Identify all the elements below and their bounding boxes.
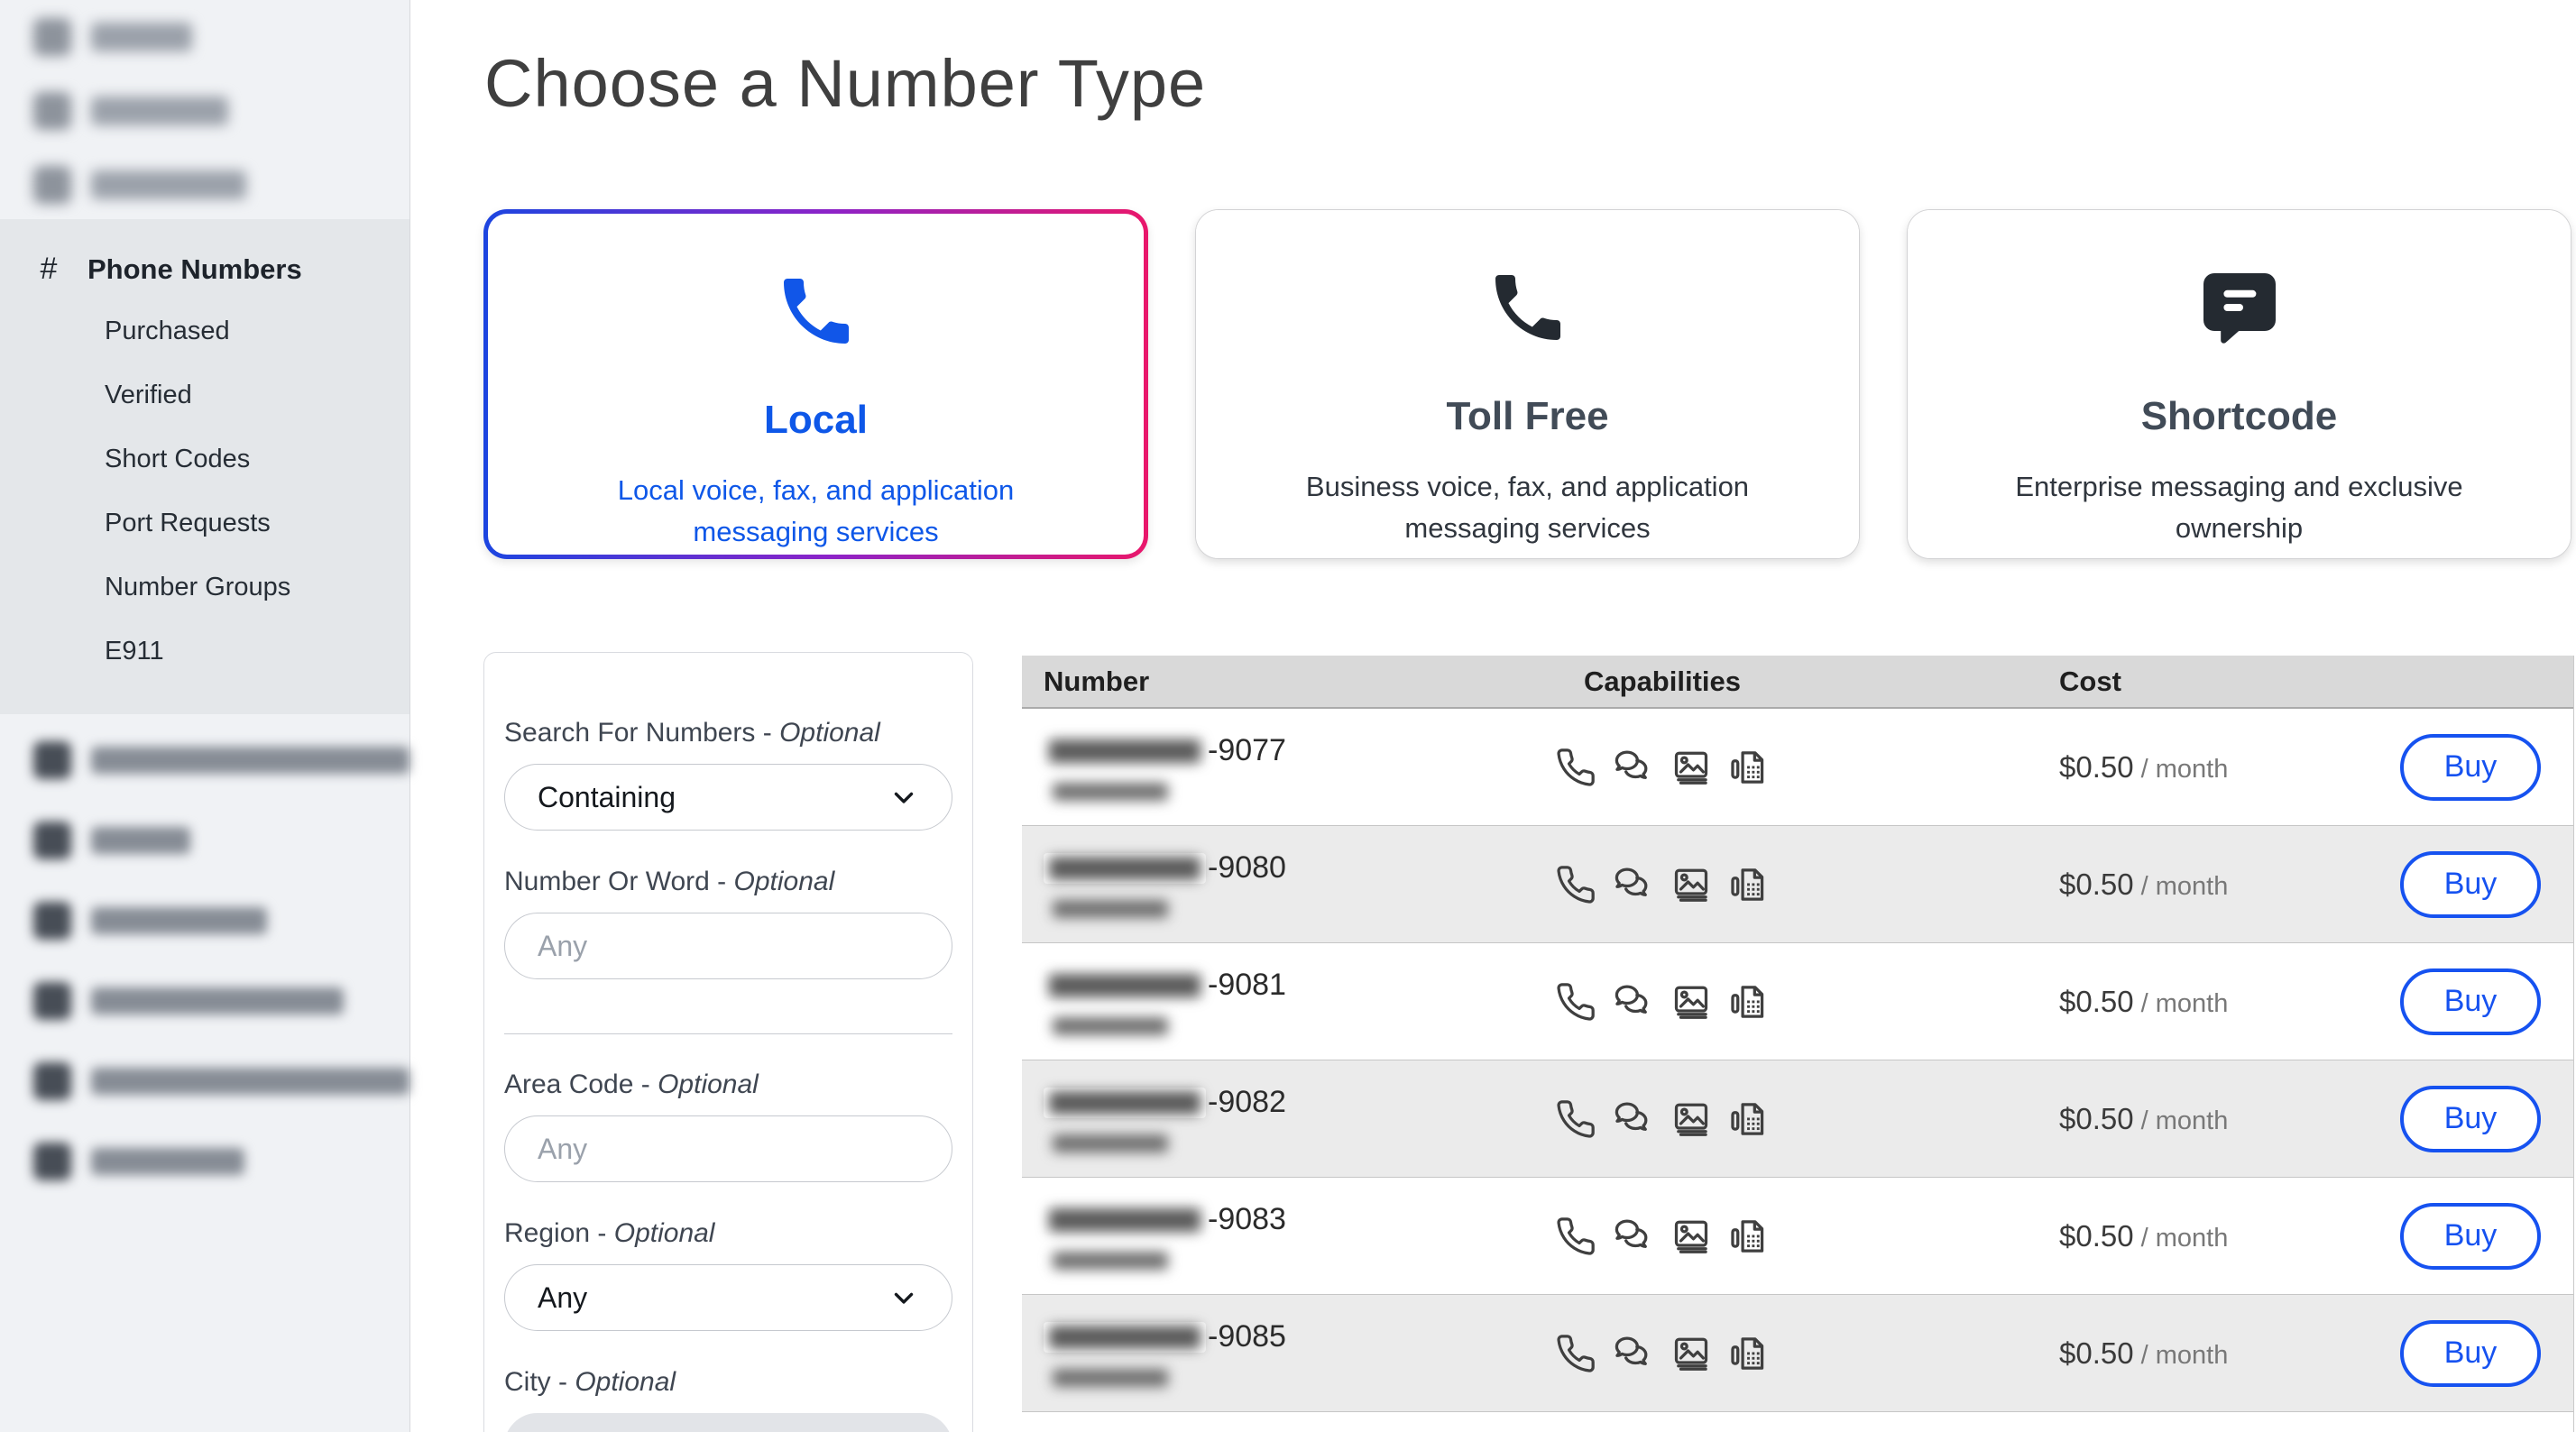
region-select[interactable]: Any (504, 1264, 952, 1331)
number-cell (1022, 1319, 1410, 1387)
redacted-icon (33, 1143, 71, 1180)
redacted-number-prefix (1044, 853, 1206, 884)
number-cell (1022, 968, 1410, 1035)
number-cell (1022, 733, 1410, 801)
sidebar-item-number-groups[interactable]: Number Groups (105, 573, 291, 601)
field-search-for-numbers (504, 718, 952, 831)
number-cell (1022, 1085, 1410, 1152)
number-cell (1022, 850, 1410, 918)
cost-cell (1915, 1102, 2367, 1136)
price-text: $0.50 (2059, 1101, 2134, 1135)
number-suffix: -9077 (1208, 733, 1286, 767)
redacted-nav-item[interactable] (33, 92, 409, 130)
phone-icon (773, 266, 860, 356)
field-label: Search For Numbers - Optional (504, 718, 880, 748)
sms-icon (1613, 1216, 1654, 1257)
number-suffix: -9081 (1208, 968, 1286, 1002)
redacted-label (91, 987, 344, 1014)
sms-icon (1613, 864, 1654, 905)
number-type-card-shortcode[interactable] (1907, 209, 2571, 559)
redacted-label (91, 1148, 244, 1175)
capabilities-cell (1410, 1333, 1915, 1374)
number-or-word-input[interactable] (505, 913, 952, 978)
redacted-nav-item[interactable] (33, 166, 409, 204)
chevron-down-icon (888, 1282, 919, 1313)
mms-icon (1670, 981, 1712, 1023)
buy-button[interactable]: Buy (2400, 968, 2541, 1035)
table-row (1022, 1178, 2573, 1295)
mms-icon (1670, 864, 1712, 905)
cost-cell (1915, 1219, 2367, 1253)
sms-icon (1613, 1333, 1654, 1374)
city-input[interactable] (505, 1414, 952, 1432)
number-suffix: -9083 (1208, 1202, 1286, 1236)
redacted-location (1053, 1017, 1168, 1035)
capabilities-cell (1410, 1216, 1915, 1257)
voice-icon (1555, 864, 1596, 905)
search-panel (483, 652, 973, 1432)
table-row (1022, 1295, 2573, 1412)
column-header-number: Number (1044, 665, 1150, 697)
number-cell (1022, 1202, 1410, 1270)
capabilities-cell (1410, 864, 1915, 905)
redacted-location (1053, 1252, 1168, 1270)
buy-button[interactable]: Buy (2400, 1086, 2541, 1152)
table-row (1022, 709, 2573, 826)
buy-button[interactable]: Buy (2400, 851, 2541, 918)
fax-icon (1728, 981, 1770, 1023)
numbers-table (1022, 656, 2574, 1432)
buy-button[interactable]: Buy (2400, 1203, 2541, 1270)
redacted-nav-item[interactable] (33, 982, 409, 1020)
mms-icon (1670, 747, 1712, 788)
column-header-cost: Cost (2059, 665, 2121, 697)
redacted-number-prefix (1044, 1088, 1206, 1118)
price-text: $0.50 (2059, 1218, 2134, 1253)
sidebar-item-e911[interactable]: E911 (105, 637, 164, 666)
redacted-nav-item[interactable] (33, 822, 409, 859)
sidebar-bottom-nav (0, 714, 409, 1180)
cost-cell (1915, 750, 2367, 785)
panel-divider (504, 1033, 952, 1034)
sidebar-top-nav (0, 0, 409, 219)
card-title-shortcode: Shortcode (2140, 394, 2338, 438)
capabilities-cell (1410, 981, 1915, 1023)
table-row (1022, 826, 2573, 943)
price-unit-text: / month (2133, 754, 2229, 784)
redacted-icon (33, 741, 71, 779)
redacted-label (91, 827, 190, 854)
redacted-label (91, 907, 267, 934)
price-unit-text: / month (2133, 871, 2229, 901)
table-header (1022, 656, 2573, 709)
price-text: $0.50 (2059, 984, 2134, 1018)
table-row (1022, 1060, 2573, 1178)
capabilities-cell (1410, 747, 1915, 788)
redacted-number-prefix (1044, 970, 1206, 1001)
field-region (504, 1218, 952, 1331)
sidebar-item-short-codes[interactable]: Short Codes (105, 445, 251, 473)
voice-icon (1555, 1216, 1596, 1257)
sms-icon (1613, 981, 1654, 1023)
fax-icon (1728, 864, 1770, 905)
card-description-local: Local voice, fax, and application messaging services (617, 474, 1015, 547)
redacted-label (91, 1068, 409, 1095)
redacted-icon (33, 982, 71, 1020)
sidebar-item-purchased[interactable]: Purchased (105, 317, 230, 345)
redacted-number-prefix (1044, 1322, 1206, 1353)
field-label: Region - Optional (504, 1218, 715, 1248)
redacted-icon (33, 1062, 71, 1100)
field-label: City - Optional (504, 1367, 676, 1397)
voice-icon (1555, 1098, 1596, 1140)
mms-icon (1670, 1098, 1712, 1140)
voice-icon (1555, 1333, 1596, 1374)
number-suffix: -9085 (1208, 1319, 1286, 1354)
card-title-toll-free: Toll Free (1446, 394, 1609, 438)
price-unit-text: / month (2133, 1223, 2229, 1253)
card-description-toll-free: Business voice, fax, and application messaging services (1305, 471, 1750, 544)
number-suffix: -9080 (1208, 850, 1286, 885)
fax-icon (1728, 1098, 1770, 1140)
number-type-card-toll-free[interactable] (1195, 209, 1860, 559)
price-text: $0.50 (2059, 749, 2134, 784)
page-title: Choose a Number Type (484, 46, 1207, 121)
voice-icon (1555, 981, 1596, 1023)
voice-icon (1555, 747, 1596, 788)
table-row (1022, 943, 2573, 1060)
chevron-down-icon (888, 782, 919, 812)
redacted-label (91, 23, 192, 51)
cost-cell (1915, 867, 2367, 902)
redacted-icon (33, 166, 71, 204)
redacted-icon (33, 18, 71, 56)
sidebar-item-verified[interactable]: Verified (105, 381, 192, 409)
redacted-number-prefix (1044, 736, 1206, 766)
cost-cell (1915, 985, 2367, 1019)
redacted-number-prefix (1044, 1205, 1206, 1235)
cost-cell (1915, 1336, 2367, 1371)
field-area-code (504, 1069, 952, 1182)
field-label: Area Code - Optional (504, 1069, 759, 1099)
card-description-shortcode: Enterprise messaging and exclusive ownership (2015, 471, 2463, 544)
redacted-label (91, 96, 228, 125)
number-type-card-local[interactable] (483, 209, 1148, 559)
price-text: $0.50 (2059, 1336, 2134, 1370)
sidebar-item-port-requests[interactable]: Port Requests (105, 509, 271, 537)
capabilities-cell (1410, 1098, 1915, 1140)
fax-icon (1728, 1216, 1770, 1257)
redacted-label (91, 747, 409, 774)
hash-icon: # (40, 252, 58, 286)
redacted-nav-item[interactable] (33, 1062, 409, 1100)
mms-icon (1670, 1333, 1712, 1374)
table-body (1022, 709, 2573, 1432)
sidebar-section-label: Phone Numbers (87, 252, 302, 285)
redacted-nav-item[interactable] (33, 741, 409, 779)
card-title-local: Local (764, 398, 868, 442)
redacted-icon (33, 92, 71, 130)
sidebar-item-phone-numbers[interactable] (0, 239, 409, 299)
redacted-icon (33, 902, 71, 940)
field-city (504, 1367, 952, 1432)
redacted-nav-item[interactable] (33, 902, 409, 940)
redacted-location (1053, 783, 1168, 801)
phone-icon (1485, 262, 1571, 353)
redacted-nav-item[interactable] (33, 1143, 409, 1180)
price-unit-text: / month (2133, 1106, 2229, 1135)
field-number-or-word (504, 867, 952, 979)
buy-button[interactable]: Buy (2400, 734, 2541, 801)
redacted-location (1053, 1369, 1168, 1387)
number-type-cards (483, 209, 2571, 559)
sidebar (0, 0, 410, 1432)
buy-button[interactable]: Buy (2400, 1320, 2541, 1387)
column-header-capabilities: Capabilities (1584, 665, 1741, 697)
fax-icon (1728, 1333, 1770, 1374)
mms-icon (1670, 1216, 1712, 1257)
field-label: Number Or Word - Optional (504, 867, 835, 896)
redacted-label (91, 170, 246, 199)
sms-icon (1613, 747, 1654, 788)
sidebar-section-phone-numbers (0, 219, 409, 714)
fax-icon (1728, 747, 1770, 788)
price-unit-text: / month (2133, 1340, 2229, 1370)
redacted-nav-item[interactable] (33, 18, 409, 56)
area-code-input[interactable] (505, 1116, 952, 1181)
number-suffix: -9082 (1208, 1085, 1286, 1119)
table-row-partial (1022, 1412, 2573, 1432)
search-type-select[interactable]: Containing (504, 764, 952, 831)
redacted-location (1053, 1134, 1168, 1152)
chat-bubble-icon (2196, 262, 2283, 353)
price-unit-text: / month (2133, 988, 2229, 1018)
redacted-icon (33, 822, 71, 859)
redacted-location (1053, 900, 1168, 918)
price-text: $0.50 (2059, 867, 2134, 901)
sms-icon (1613, 1098, 1654, 1140)
